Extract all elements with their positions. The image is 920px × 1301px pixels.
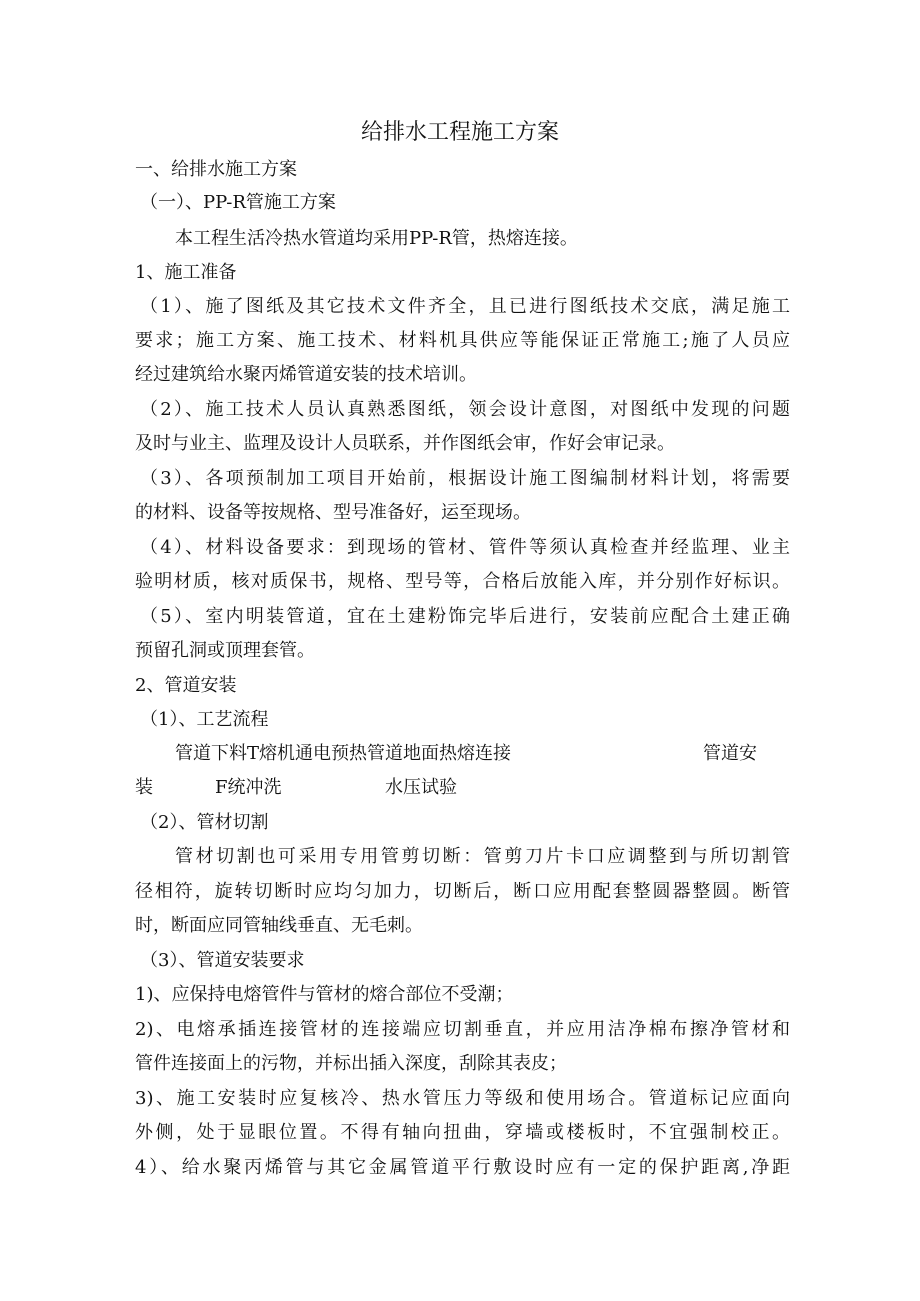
document-title: 给排水工程施工方案 xyxy=(360,120,559,145)
paragraph-line: 径相符，旋转切断时应均匀加力，切断后，断口应用配套整圆器整圆。断管 xyxy=(135,881,790,902)
section-heading-preparation: 1、施工准备 xyxy=(135,262,237,283)
subsection-heading: （一）、PP-R管施工方案 xyxy=(140,192,336,213)
paragraph-line: （2）、施工技术人员认真熟悉图纸，领会设计意图，对图纸中发现的问题 xyxy=(140,399,790,420)
flow-step: 水压试验 xyxy=(385,777,457,798)
paragraph-line: （1）、施了图纸及其它技术文件齐全，且已进行图纸技术交底，满足施工 xyxy=(140,296,790,317)
paragraph-line: 经过建筑给水聚丙烯管道安装的技术培训。 xyxy=(135,364,477,385)
flow-step: 装 xyxy=(135,777,153,798)
list-item: 1)、应保持电熔管件与管材的熔合部位不受潮； xyxy=(135,984,514,1005)
paragraph-line: 管材切割也可采用专用管剪切断：管剪刀片卡口应调整到与所切割管 xyxy=(175,846,790,867)
paragraph-intro: 本工程生活冷热水管道均采用PP-R管，热熔连接。 xyxy=(175,228,578,249)
list-item-continuation: 外侧，处于显眼位置。不得有轴向扭曲，穿墙或楼板时，不宜强制校正。 xyxy=(135,1122,790,1143)
paragraph-line: 要求；施工方案、施工技术、材料机具供应等能保证正常施工;施了人员应 xyxy=(135,330,790,351)
paragraph-line: 验明材质，核对质保书，规格、型号等，合格后放能入库，并分别作好标识。 xyxy=(135,571,790,592)
paragraph-line: 及时与业主、监理及设计人员联系，并作图纸会审，作好会审记录。 xyxy=(135,433,675,454)
paragraph-line: 的材料、设备等按规格、型号准备好，运至现场。 xyxy=(135,502,531,523)
paragraph-line: （4）、材料设备要求：到现场的管材、管件等须认真检查并经监理、业主 xyxy=(140,537,790,558)
flow-step: 管道安 xyxy=(703,743,757,764)
section-heading-installation: 2、管道安装 xyxy=(135,675,237,696)
list-item: 3)、施工安装时应复核冷、热水管压力等级和使用场合。管道标记应面向 xyxy=(135,1088,790,1109)
flow-step: F统冲洗 xyxy=(215,777,282,798)
flow-step: 管道下料T熔机通电预热管道地面热熔连接 xyxy=(175,743,512,764)
list-item-continuation: 管件连接面上的污物，并标出插入深度，刮除其表皮； xyxy=(135,1053,567,1074)
paragraph-line: 时，断面应同管轴线垂直、无毛刺。 xyxy=(135,915,423,936)
section-heading: 一、给排水施工方案 xyxy=(135,159,297,180)
subsection-heading-cutting: （2）、管材切割 xyxy=(140,812,269,833)
paragraph-line: （5）、室内明装管道，宜在土建粉饰完毕后进行，安装前应配合土建正确 xyxy=(140,606,790,627)
paragraph-line: 预留孔洞或顶理套管。 xyxy=(135,640,315,661)
list-item: 4）、给水聚丙烯管与其它金属管道平行敷设时应有一定的保护距离,净距 xyxy=(135,1157,790,1178)
list-item: 2)、电熔承插连接管材的连接端应切割垂直，并应用洁净棉布擦净管材和 xyxy=(135,1019,790,1040)
subsection-heading-process: （1）、工艺流程 xyxy=(140,709,269,730)
paragraph-line: （3）、各项预制加工项目开始前，根据设计施工图编制材料计划，将需要 xyxy=(140,468,790,489)
subsection-heading-requirements: （3）、管道安装要求 xyxy=(140,950,305,971)
